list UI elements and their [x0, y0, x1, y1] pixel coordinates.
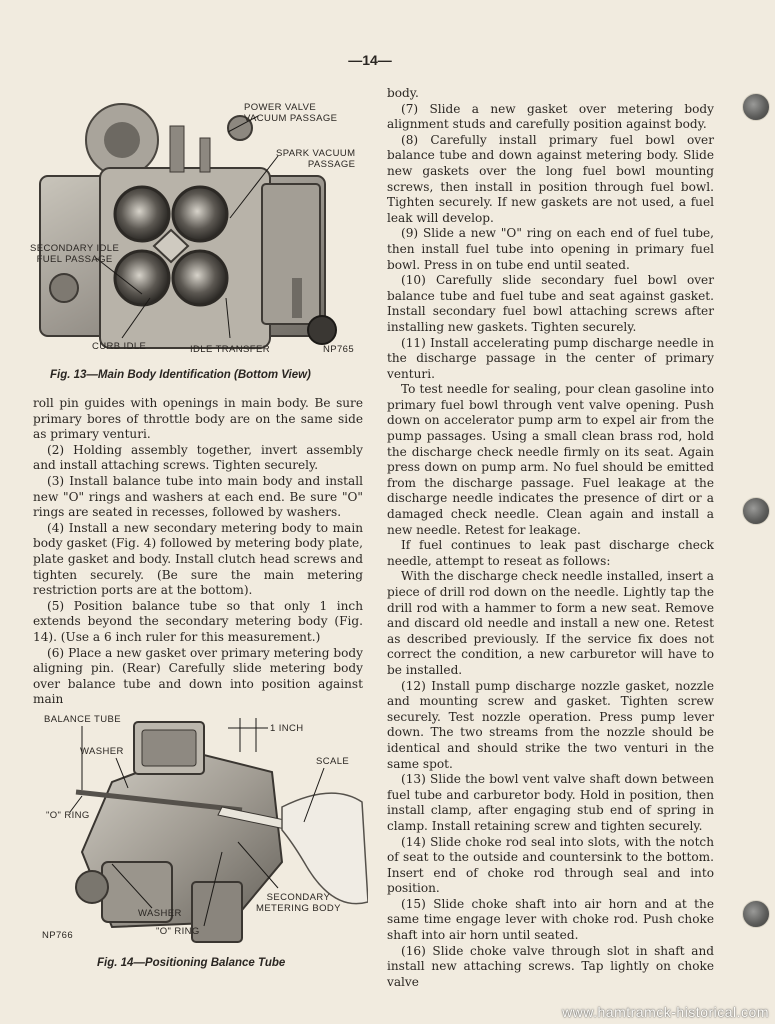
paragraph: (15) Slide choke shaft into air horn and at the same time engage lever with choke rod. Push choke shaft into air horn until seated.	[387, 896, 714, 943]
paragraph: (5) Position balance tube so that only 1 inch extends beyond the secondary metering body (Fig. 14). (Use a 6 inch ruler for this measurement.)	[33, 598, 363, 644]
paragraph: roll pin guides with openings in main body. Be sure primary bores of throttle body are on the same side as primary venturi.	[33, 396, 363, 442]
paragraph: If fuel continues to leak past discharge check needle, attempt to reseat as follows:	[387, 538, 714, 568]
binder-hole	[742, 900, 770, 928]
label-idle-transfer: IDLE TRANSFER	[190, 344, 270, 355]
paragraph: (4) Install a new secondary metering body to main body gasket (Fig. 4) followed by metering body plate, plate gasket and body. Install clutch head screws and tighten securely. (Be sure the main metering restriction ports are at the bottom).	[33, 520, 363, 598]
paragraph: To test needle for sealing, pour clean gasoline into primary fuel bowl through vent valve opening. Push down on accelerator pump arm to expel air from the pump passages. Using a small clean brass rod, hold the discharge check needle firmly on its seat. Again press down on pump arm. No fuel should be emitted from the discharge passage. Fuel leakage at the discharge needle indicates the presence of dirt or a damaged check needle. Clean again and install a new needle. Retest for leakage.	[387, 382, 714, 537]
label-balance-tube: BALANCE TUBE	[44, 714, 121, 725]
label-o-ring-left: "O" RING	[46, 810, 90, 821]
carburetor-bottom-view-illustration	[30, 98, 365, 358]
binder-hole	[742, 93, 770, 121]
figure-13-main-body	[30, 98, 365, 358]
figure-13-caption: Fig. 13—Main Body Identification (Bottom View)	[50, 369, 311, 381]
figure-14-caption: Fig. 14—Positioning Balance Tube	[97, 957, 286, 969]
paragraph: (7) Slide a new gasket over metering body alignment studs and carefully position against body.	[387, 101, 714, 132]
label-spark-vacuum-passage: SPARK VACUUM PASSAGE	[276, 148, 356, 170]
figure-14-balance-tube	[42, 712, 368, 950]
binder-hole	[742, 497, 770, 525]
label-washer-bottom: WASHER	[138, 908, 182, 919]
label-curb-idle: CURB IDLE	[92, 341, 147, 352]
paragraph: (8) Carefully install primary fuel bowl over balance tube and down against metering body. Slide new gaskets over the long fuel bowl mounting screws, then install in position through fuel bowl. Tighten securely. If new gaskets are not used, a fuel leak will develop.	[387, 132, 714, 225]
paragraph: (6) Place a new gasket over primary metering body aligning pin. (Rear) Carefully slide metering body over balance tube and down into position against main	[33, 645, 363, 707]
paragraph: With the discharge check needle installed, insert a piece of drill rod down on the needle. Lightly tap the drill rod with a hammer to form a new seat. Remove and discard old needle and install a new one. Retest as described previously. If the service fix does not correct the condition, a new carburetor will have to be installed.	[387, 569, 714, 677]
label-o-ring-bottom: "O" RING	[156, 926, 200, 937]
paragraph: (10) Carefully slide secondary fuel bowl over balance tube and fuel tube and seat against gasket. Install secondary fuel bowl attaching screws after installing new gaskets. Tighten securely.	[387, 273, 714, 334]
paragraph: body.	[387, 86, 419, 100]
figure-code: NP765	[323, 344, 355, 355]
paragraph: (13) Slide the bowl vent valve shaft down between fuel tube and carburetor body. Hold in position, then install clamp, after engaging stub end of spring in clamp. Install retaining screw and tighten securely.	[387, 772, 714, 833]
label-secondary-metering-body: SECONDARY METERING BODY	[256, 892, 341, 914]
paragraph: (2) Holding assembly together, invert assembly and install attaching screws. Tighten securely.	[33, 442, 363, 473]
label-power-valve-vacuum-passage: POWER VALVE VACUUM PASSAGE	[244, 102, 338, 124]
paragraph: (14) Slide choke rod seal into slots, with the notch of seat to the outside and countersink to the bottom. Insert end of choke rod through seal and into position.	[387, 834, 714, 896]
paragraph: (9) Slide a new "O" ring on each end of fuel tube, then install fuel tube into opening in primary fuel bowl. Press in on tube end until seated.	[387, 226, 714, 272]
label-one-inch: 1 INCH	[270, 723, 304, 734]
label-washer-top: WASHER	[80, 746, 124, 757]
paragraph: (3) Install balance tube into main body and install new "O" rings and washers at each end. Be sure "O" rings are seated in recesses, followed by washers.	[33, 473, 363, 520]
label-secondary-idle-fuel-passage: SECONDARY IDLE FUEL PASSAGE	[30, 243, 120, 265]
label-scale: SCALE	[316, 756, 350, 767]
paragraph: (16) Slide choke valve through slot in shaft and install new attaching screws. Tap lightly on choke valve	[387, 943, 714, 989]
paragraph: (11) Install accelerating pump discharge needle in the discharge passage in the center of primary venturi.	[387, 335, 714, 381]
watermark: www.hamtramck-historical.com	[562, 1004, 769, 1020]
paragraph: (12) Install pump discharge nozzle gasket, nozzle and mounting screw and gasket. Tighten screw securely. Test nozzle operation. Press pump lever down. The two streams from the nozzle should be identical and should strike the two venturi in the same spot.	[387, 678, 714, 771]
figure-code: NP766	[42, 930, 74, 941]
page-number: —14—	[348, 52, 392, 68]
right-column-text	[387, 86, 714, 990]
left-column-text	[33, 396, 363, 708]
